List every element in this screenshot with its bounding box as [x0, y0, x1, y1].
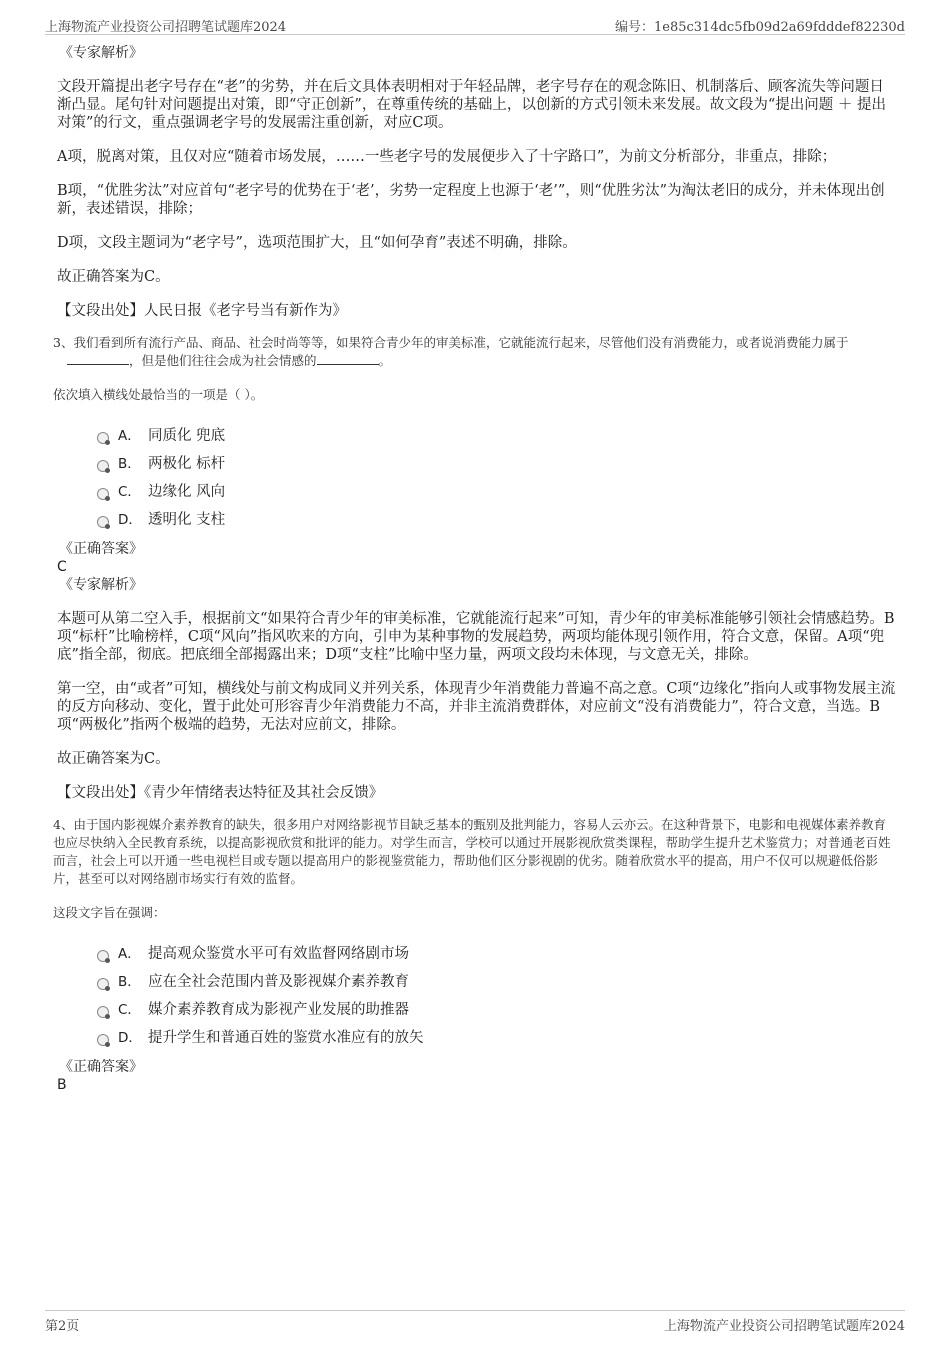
question-prompt: 这段文字旨在强调： [53, 905, 166, 920]
question-text: 4、由于国内影视媒介素养教育的缺失，很多用户对网络影视节目缺乏基本的甄别及批判能力，容易人云亦云。在这种背景下，电影和电视媒体素养教育也应尽快纳入全民教育系统，以提高影视欣赏和批评的能力。对学生而言，学校可以通过开展影视欣赏类课程，帮助学生提升艺术鉴赏力；对普通老百姓而言，社会上可以开通一些电视栏目或专题以提高用户的影视鉴赏能力，帮助他们区分影视剧的优劣。随着欣赏水平的提高，用户不仅可以规避低俗影片，甚至可以对网络剧市场实行有效的监督。 [53, 817, 891, 886]
analysis-paragraph: 本题可从第二空入手，根据前文“如果符合青少年的审美标准，它就能流行起来”可知，青少年的审美标准能够引领社会情感趋势。B项“标杆”比喻榜样，C项“风向”指风吹来的方向，引申为某种事物的发展趋势，两项均能体现引领作用，符合文意，保留。A项“兜底”指全部，彻底。把底细全部揭露出来；D项“支柱”比喻中坚力量，两项文段均未体现，与文意无关，排除。 [57, 611, 895, 663]
analysis-paragraph: 第一空，由“或者”可知，横线处与前文构成同义并列关系，体现青少年消费能力普遍不高之意。C项“边缘化”指向人或事物发展主流的反方向移动、变化，置于此处可形容青少年消费能力不高，并非主流消费群体，对应前文“没有消费能力”，符合文意，当选。B项“两极化”指两个极端的趋势，无法对应前文，排除。 [57, 681, 896, 733]
header-document-code: 编号：1e85c314dc5fb09d2a69fdddef82230d [615, 20, 905, 35]
conclusion: 故正确答案为C。 [57, 751, 170, 767]
analysis-paragraph: A项，脱离对策，且仅对应“随着市场发展，……一些老字号的发展便步入了十字路口”，为前文分析部分，非重点，排除； [57, 149, 837, 165]
options-list [57, 422, 897, 534]
question-text: 3、我们看到所有流行产品、商品、社会时尚等等，如果符合青少年的审美标准，它就能流行起来，尽管他们没有消费能力，或者说消费能力属于，但是他们往往会成为社会情感的 。 [53, 335, 849, 368]
footer-title: 上海物流产业投资公司招聘笔试题库2024 [663, 1319, 905, 1334]
option-c[interactable]: C． 媒介素养教育成为影视产业发展的助推器 [97, 996, 897, 1024]
answer-label: 《正确答案》 [59, 541, 143, 557]
page-header [45, 14, 905, 35]
question-prompt: 依次填入横线处最恰当的一项是（ ）。 [53, 387, 264, 402]
analysis-paragraph: B项，“优胜劣汰”对应首句“老字号的优势在于‘老’，劣势一定程度上也源于‘老’”，则“优胜劣汰”为淘汰老旧的成分，并未体现出创新，表述错误，排除； [57, 183, 885, 217]
options-list [57, 940, 897, 1052]
radio-icon[interactable] [97, 460, 109, 472]
radio-icon[interactable] [97, 488, 109, 500]
page-content [53, 44, 897, 1094]
radio-icon[interactable] [97, 516, 109, 528]
source-citation: 【文段出处】《青少年情绪表达特征及其社会反馈》 [57, 785, 384, 801]
analysis-label: 《专家解析》 [59, 577, 143, 593]
option-b[interactable]: B． 两极化 标杆 [97, 450, 897, 478]
radio-icon[interactable] [97, 432, 109, 444]
correct-answer: C [57, 559, 67, 575]
option-d[interactable]: D． 透明化 支柱 [97, 506, 897, 534]
header-title: 上海物流产业投资公司招聘笔试题库2024 [45, 20, 287, 35]
option-d[interactable]: D． 提升学生和普通百姓的鉴赏水准应有的放矢 [97, 1024, 897, 1052]
analysis-paragraph: D项，文段主题词为“老字号”，选项范围扩大，且“如何孕育”表述不明确，排除。 [57, 235, 577, 251]
page-footer [45, 1310, 905, 1333]
conclusion: 故正确答案为C。 [57, 269, 170, 285]
option-a[interactable]: A． 同质化 兜底 [97, 422, 897, 450]
source-citation: 【文段出处】人民日报《老字号当有新作为》 [57, 303, 347, 319]
answer-blank [317, 353, 379, 365]
option-a[interactable]: A． 提高观众鉴赏水平可有效监督网络剧市场 [97, 940, 897, 968]
radio-icon[interactable] [97, 978, 109, 990]
radio-icon[interactable] [97, 1006, 109, 1018]
analysis-paragraph: 文段开篇提出老字号存在“老”的劣势，并在后文具体表明相对于年轻品牌，老字号存在的观念陈旧、机制落后、顾客流失等问题日渐凸显。尾句针对问题提出对策，即“守正创新”，在尊重传统的基础上，以创新的方式引领未来发展。故文段为“提出问题 ＋ 提出对策”的行文，重点强调老字号的发展需注重创新，对应C项。 [57, 79, 886, 131]
radio-icon[interactable] [97, 950, 109, 962]
analysis-label: 《专家解析》 [59, 45, 143, 61]
answer-blank [67, 353, 129, 365]
page-number: 第2页 [45, 1319, 80, 1334]
answer-label: 《正确答案》 [59, 1059, 143, 1075]
correct-answer: B [57, 1077, 67, 1093]
radio-icon[interactable] [97, 1034, 109, 1046]
option-b[interactable]: B． 应在全社会范围内普及影视媒介素养教育 [97, 968, 897, 996]
option-c[interactable]: C． 边缘化 风向 [97, 478, 897, 506]
